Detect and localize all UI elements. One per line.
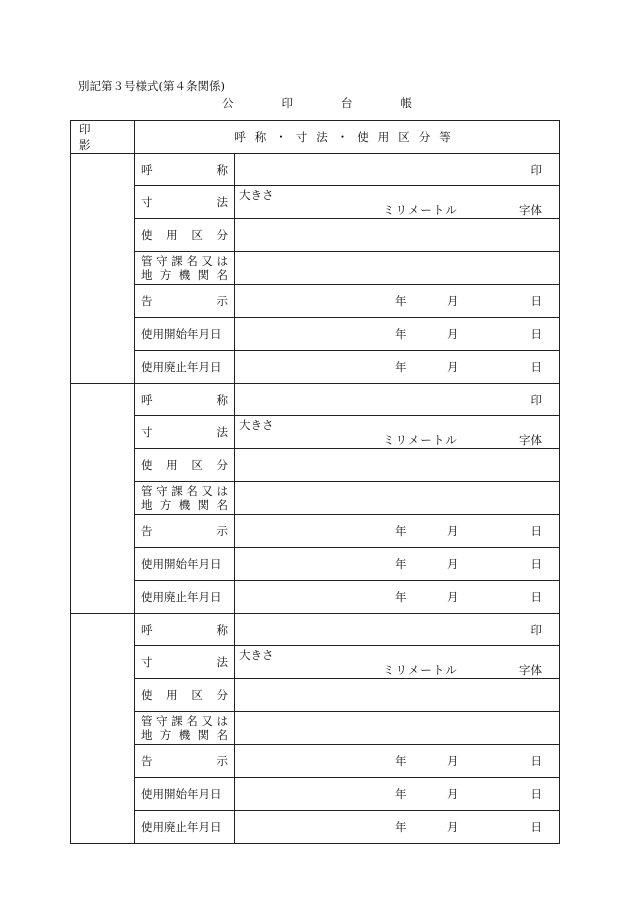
text-label: 月 — [447, 327, 459, 341]
value-start-date[interactable] — [235, 548, 560, 581]
label-usage — [135, 219, 235, 252]
label-dept — [135, 482, 235, 515]
text-label: 使 — [141, 228, 153, 242]
text-label: 守 — [156, 254, 168, 268]
text-label: 称 — [216, 622, 228, 637]
text-label: 日 — [530, 787, 542, 801]
label-text — [141, 498, 228, 512]
value-notice-date[interactable] — [235, 745, 560, 778]
record-block — [71, 614, 560, 844]
text-label: 字体 — [519, 203, 542, 217]
record-row-end — [71, 351, 560, 384]
record-row-end — [71, 581, 560, 614]
text-label: 名 — [216, 268, 228, 282]
text-label: 分 — [216, 228, 228, 242]
text-label: 月 — [447, 557, 459, 571]
text-label: 分 — [216, 688, 228, 702]
text-label: 機 — [178, 728, 191, 742]
header-row — [71, 121, 560, 154]
label-notice — [135, 285, 235, 318]
text-label: 寸 — [141, 425, 153, 439]
label-size — [135, 416, 235, 449]
value-start-date[interactable] — [235, 318, 560, 351]
record-row-usage — [71, 679, 560, 712]
text-label: 告 — [141, 754, 153, 768]
text-label: 月 — [447, 820, 459, 834]
text-label: 日 — [530, 557, 542, 571]
text-label: 日 — [530, 524, 542, 538]
label-end-date: 使用廃止年月日 — [135, 581, 235, 614]
label-name — [135, 384, 235, 416]
value-name[interactable] — [235, 154, 560, 186]
value-name[interactable] — [235, 614, 560, 646]
text-label: 字体 — [519, 663, 542, 677]
text-label: 日 — [530, 590, 542, 604]
text-label: 関 — [197, 498, 210, 512]
text-label: 機 — [178, 498, 191, 512]
text-label: 年 — [395, 590, 407, 604]
label-text — [141, 523, 228, 539]
text-label: 示 — [216, 754, 228, 768]
title-char: 印 — [281, 96, 293, 110]
value-dept[interactable] — [235, 252, 560, 285]
record-row-start — [71, 548, 560, 581]
text-label: は — [216, 484, 228, 498]
value-size[interactable] — [235, 416, 560, 449]
text-label: 使 — [141, 688, 153, 702]
record-block — [71, 384, 560, 614]
seal-mark: 印 — [530, 393, 542, 407]
value-usage[interactable] — [235, 679, 560, 712]
text-label: 月 — [447, 524, 459, 538]
title-char: 帳 — [400, 96, 412, 110]
stamp-impression-cell[interactable] — [71, 154, 135, 384]
label-text — [141, 687, 228, 703]
text-label: 月 — [447, 754, 459, 768]
text-label: ミリメートル — [383, 433, 458, 447]
label-size — [135, 646, 235, 679]
text-label: 方 — [159, 498, 172, 512]
text-label: 呼 — [141, 392, 153, 407]
text-label: 法 — [216, 425, 228, 439]
text-label: 年 — [395, 754, 407, 768]
text-label: 区 — [191, 228, 203, 242]
text-label: 月 — [447, 294, 459, 308]
text-label: 告 — [141, 524, 153, 538]
text-label: 呼 — [141, 162, 153, 177]
text-label: 称 — [216, 162, 228, 177]
value-dept[interactable] — [235, 712, 560, 745]
value-start-date[interactable] — [235, 778, 560, 811]
text-label: 寸 — [141, 655, 153, 669]
stamp-impression-cell[interactable] — [71, 614, 135, 844]
text-label: 月 — [447, 787, 459, 801]
text-label: 示 — [216, 294, 228, 308]
text-label: 又 — [201, 484, 213, 498]
record-row-size — [71, 416, 560, 449]
label-name — [135, 154, 235, 186]
record-row-name — [71, 614, 560, 646]
text-label: 区 — [191, 458, 203, 472]
label-text — [141, 484, 228, 498]
label-end-date: 使用廃止年月日 — [135, 351, 235, 384]
text-label: 年 — [395, 820, 407, 834]
text-label: 示 — [216, 524, 228, 538]
text-label: 守 — [156, 484, 168, 498]
label-text — [141, 654, 228, 670]
record-row-notice — [71, 285, 560, 318]
label-start-date: 使用開始年月日 — [135, 778, 235, 811]
text-label: 地 — [141, 728, 153, 742]
column-header-fields: 呼称・寸法・使用区分等 — [135, 121, 560, 154]
text-label: 名 — [186, 254, 198, 268]
text-label: 年 — [395, 360, 407, 374]
text-label: 寸 — [141, 195, 153, 209]
value-dept[interactable] — [235, 482, 560, 515]
text-label: 月 — [447, 360, 459, 374]
text-label: 方 — [159, 728, 172, 742]
text-label: 年 — [395, 557, 407, 571]
text-label: 管 — [141, 484, 153, 498]
text-label: 大きさ — [239, 418, 274, 432]
value-notice-date[interactable] — [235, 285, 560, 318]
text-label: 年 — [395, 294, 407, 308]
seal-mark: 印 — [530, 163, 542, 177]
label-usage — [135, 679, 235, 712]
text-label: 年 — [395, 327, 407, 341]
text-label: 課 — [171, 714, 183, 728]
label-text — [141, 227, 228, 243]
record-row-start — [71, 318, 560, 351]
label-text — [141, 424, 228, 440]
value-usage[interactable] — [235, 219, 560, 252]
document-title — [222, 95, 412, 111]
record-row-notice — [71, 515, 560, 548]
label-text — [141, 457, 228, 473]
text-label: 字体 — [519, 433, 542, 447]
value-name[interactable] — [235, 384, 560, 416]
value-notice-date[interactable] — [235, 515, 560, 548]
value-end-date[interactable] — [235, 811, 560, 844]
label-text — [141, 714, 228, 728]
text-label: 地 — [141, 268, 153, 282]
record-row-usage — [71, 219, 560, 252]
record-row-name — [71, 384, 560, 416]
record-row-size — [71, 646, 560, 679]
text-label: 使 — [141, 458, 153, 472]
text-label: 地 — [141, 498, 153, 512]
record-row-dept — [71, 712, 560, 745]
label-text — [141, 392, 228, 408]
label-start-date: 使用開始年月日 — [135, 318, 235, 351]
text-label: 用 — [166, 688, 178, 702]
text-label: 課 — [171, 254, 183, 268]
text-label: 法 — [216, 195, 228, 209]
text-label: 管 — [141, 254, 153, 268]
label-end-date: 使用廃止年月日 — [135, 811, 235, 844]
seal-ledger-table — [70, 120, 560, 844]
label-text — [141, 194, 228, 210]
stamp-impression-cell[interactable] — [71, 384, 135, 614]
record-row-name — [71, 154, 560, 186]
text-label: は — [216, 254, 228, 268]
label-size — [135, 186, 235, 219]
text-label: 用 — [166, 458, 178, 472]
text-label: 日 — [530, 294, 542, 308]
text-label: 名 — [186, 714, 198, 728]
text-label: 方 — [159, 268, 172, 282]
text-label: 用 — [166, 228, 178, 242]
label-start-date: 使用開始年月日 — [135, 548, 235, 581]
column-header-stamp-impression: 印影 — [71, 121, 135, 154]
text-label: 名 — [216, 728, 228, 742]
record-row-dept — [71, 252, 560, 285]
text-label: 大きさ — [239, 648, 274, 662]
record-row-notice — [71, 745, 560, 778]
text-label: 日 — [530, 360, 542, 374]
text-label: ミリメートル — [383, 663, 458, 677]
value-end-date[interactable] — [235, 351, 560, 384]
label-dept — [135, 712, 235, 745]
value-size[interactable] — [235, 186, 560, 219]
text-label: 管 — [141, 714, 153, 728]
label-notice — [135, 745, 235, 778]
label-text — [141, 622, 228, 638]
text-label: 機 — [178, 268, 191, 282]
label-text — [141, 728, 228, 742]
value-size[interactable] — [235, 646, 560, 679]
label-text — [141, 254, 228, 268]
text-label: ミリメートル — [383, 203, 458, 217]
text-label: 又 — [201, 254, 213, 268]
form-number: 別記第３号様式(第４条関係) — [78, 79, 225, 93]
label-text — [141, 753, 228, 769]
record-row-size — [71, 186, 560, 219]
text-label: 年 — [395, 787, 407, 801]
text-label: 告 — [141, 294, 153, 308]
record-block — [71, 154, 560, 384]
text-label: 月 — [447, 590, 459, 604]
text-label: 関 — [197, 728, 210, 742]
text-label: 分 — [216, 458, 228, 472]
text-label: 法 — [216, 655, 228, 669]
label-text — [141, 162, 228, 178]
value-end-date[interactable] — [235, 581, 560, 614]
label-text — [141, 268, 228, 282]
record-row-dept — [71, 482, 560, 515]
label-name — [135, 614, 235, 646]
record-row-start — [71, 778, 560, 811]
title-char: 台 — [341, 96, 353, 110]
text-label: 日 — [530, 754, 542, 768]
label-notice — [135, 515, 235, 548]
text-label: 名 — [186, 484, 198, 498]
label-usage — [135, 449, 235, 482]
label-text — [141, 293, 228, 309]
text-label: 呼 — [141, 622, 153, 637]
text-label: 名 — [216, 498, 228, 512]
value-usage[interactable] — [235, 449, 560, 482]
text-label: 日 — [530, 327, 542, 341]
seal-mark: 印 — [530, 623, 542, 637]
text-label: 守 — [156, 714, 168, 728]
label-dept — [135, 252, 235, 285]
text-label: 年 — [395, 524, 407, 538]
title-char: 公 — [222, 96, 234, 110]
text-label: 大きさ — [239, 188, 274, 202]
record-row-usage — [71, 449, 560, 482]
text-label: 区 — [191, 688, 203, 702]
text-label: 課 — [171, 484, 183, 498]
text-label: 日 — [530, 820, 542, 834]
record-row-end — [71, 811, 560, 844]
text-label: 又 — [201, 714, 213, 728]
text-label: は — [216, 714, 228, 728]
text-label: 称 — [216, 392, 228, 407]
text-label: 関 — [197, 268, 210, 282]
